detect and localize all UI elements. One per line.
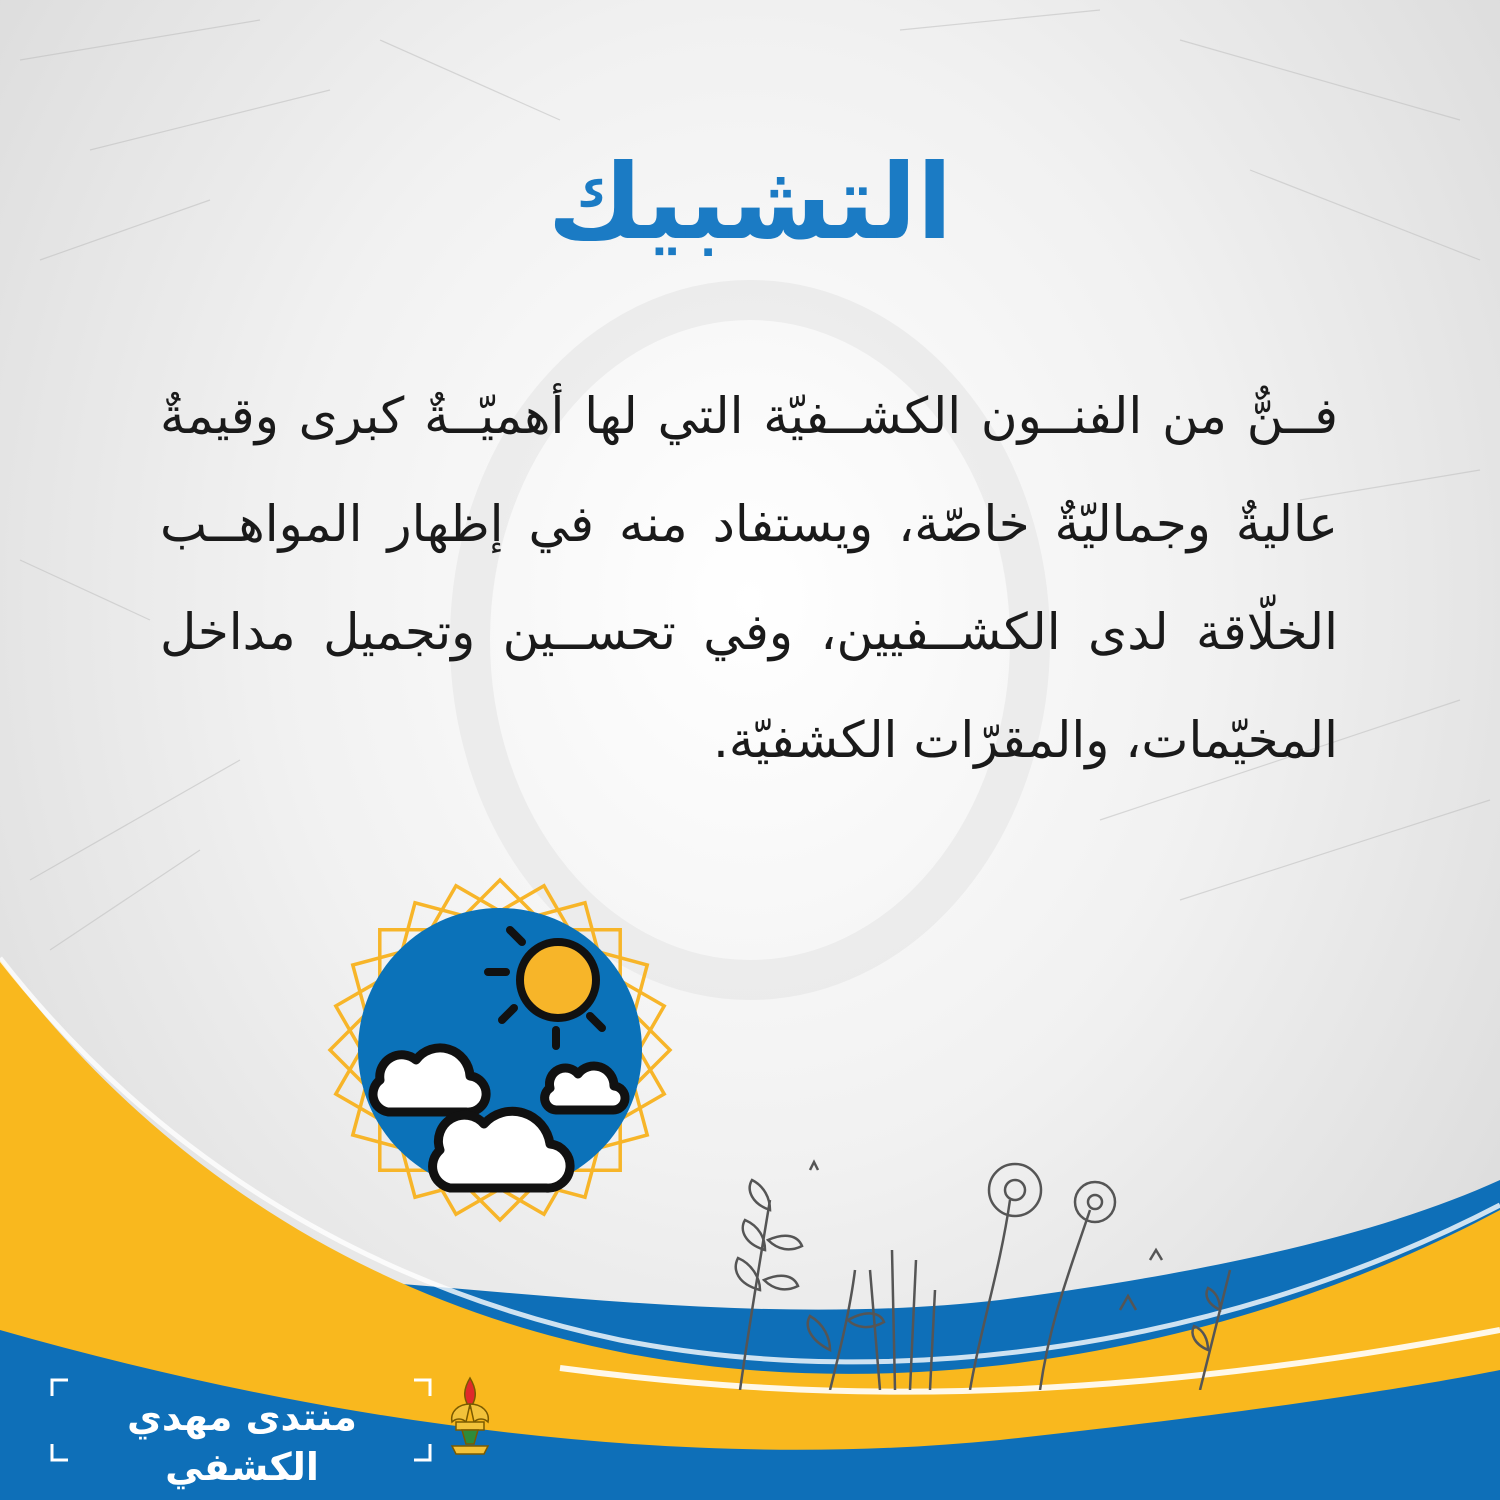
sun-and-clouds-icon bbox=[290, 870, 710, 1230]
wildflowers-sketch bbox=[680, 1150, 1260, 1390]
forum-name: منتدى مهدي الكشفي bbox=[127, 1395, 357, 1489]
description-paragraph: فــنٌّ من الفنــون الكشــفيّة التي لها أهميّــةٌ كبرى وقيمةٌ عاليةٌ وجماليّةٌ خاصّة، ويستفاد منه في إظهار المواهــب الخلّاقة لدى الكشــفيين، وفي تحســين وتجميل مداخل المخيّمات، والمقرّات الكشفيّة. bbox=[160, 387, 1338, 769]
scout-emblem-icon bbox=[442, 1374, 498, 1458]
forum-logo bbox=[50, 1378, 510, 1489]
page-title: التشبيك bbox=[547, 141, 953, 263]
